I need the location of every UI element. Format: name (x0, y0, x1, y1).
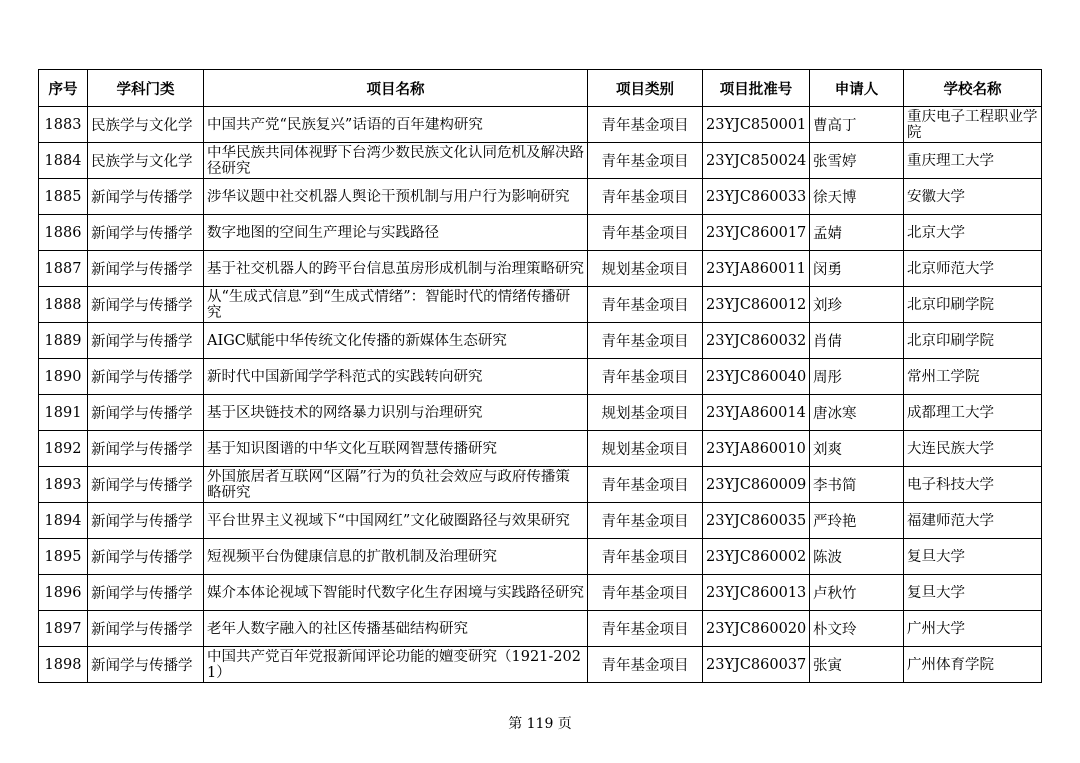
cell-discipline: 新闻学与传播学 (88, 359, 204, 395)
cell-title-text: 新时代中国新闻学学科范式的实践转向研究 (207, 368, 483, 385)
cell-applicant: 周彤 (810, 359, 904, 395)
table-row (39, 395, 1042, 431)
cell-no: 1886 (39, 215, 88, 251)
header-discipline: 学科门类 (88, 70, 204, 107)
cell-code: 23YJA860011 (703, 251, 810, 287)
cell-type: 青年基金项目 (588, 539, 703, 575)
cell-applicant: 朴文玲 (810, 611, 904, 647)
cell-discipline: 新闻学与传播学 (88, 467, 204, 503)
cell-type: 青年基金项目 (588, 107, 703, 143)
cell-code: 23YJC860017 (703, 215, 810, 251)
cell-title (204, 179, 588, 215)
cell-code: 23YJC860002 (703, 539, 810, 575)
cell-school (904, 179, 1042, 215)
page-number: 第 119 页 (508, 716, 572, 732)
cell-applicant: 张雪婷 (810, 143, 904, 179)
cell-code: 23YJC860009 (703, 467, 810, 503)
cell-applicant: 孟婧 (810, 215, 904, 251)
cell-school (904, 395, 1042, 431)
cell-type: 青年基金项目 (588, 503, 703, 539)
cell-no: 1898 (39, 647, 88, 683)
cell-school (904, 503, 1042, 539)
cell-no: 1889 (39, 323, 88, 359)
cell-type: 青年基金项目 (588, 215, 703, 251)
header-title: 项目名称 (204, 70, 588, 107)
cell-school (904, 287, 1042, 323)
table-row (39, 107, 1042, 143)
cell-type: 规划基金项目 (588, 431, 703, 467)
cell-no: 1885 (39, 179, 88, 215)
cell-discipline: 新闻学与传播学 (88, 323, 204, 359)
cell-discipline: 新闻学与传播学 (88, 431, 204, 467)
cell-discipline: 新闻学与传播学 (88, 215, 204, 251)
cell-title-text: 从“生成式信息”到“生成式情绪”：智能时代的情绪传播研究 (207, 288, 571, 321)
table-row (39, 611, 1042, 647)
cell-no: 1893 (39, 467, 88, 503)
cell-title-text: 老年人数字融入的社区传播基础结构研究 (207, 620, 468, 637)
cell-applicant: 闵勇 (810, 251, 904, 287)
table-row (39, 287, 1042, 323)
cell-no: 1887 (39, 251, 88, 287)
cell-code: 23YJC860035 (703, 503, 810, 539)
cell-type: 青年基金项目 (588, 323, 703, 359)
cell-type: 规划基金项目 (588, 395, 703, 431)
table-row (39, 539, 1042, 575)
cell-discipline: 新闻学与传播学 (88, 503, 204, 539)
cell-applicant: 唐冰寒 (810, 395, 904, 431)
header-code: 项目批准号 (703, 70, 810, 107)
table-row (39, 359, 1042, 395)
table-row (39, 143, 1042, 179)
cell-school-text: 广州大学 (907, 620, 965, 637)
cell-code: 23YJC850001 (703, 107, 810, 143)
cell-school-text: 重庆电子工程职业学院 (907, 108, 1038, 141)
cell-school-text: 大连民族大学 (907, 440, 994, 457)
cell-type: 青年基金项目 (588, 287, 703, 323)
table-row (39, 647, 1042, 683)
cell-applicant: 张寅 (810, 647, 904, 683)
table-row (39, 503, 1042, 539)
cell-no: 1895 (39, 539, 88, 575)
cell-title-text: 中国共产党百年党报新闻评论功能的嬗变研究（1921-2021） (207, 648, 581, 681)
cell-code: 23YJC850024 (703, 143, 810, 179)
cell-title-text: 平台世界主义视域下“中国网红”文化破圈路径与效果研究 (207, 512, 570, 529)
table-row (39, 179, 1042, 215)
cell-title (204, 575, 588, 611)
cell-no: 1883 (39, 107, 88, 143)
cell-code: 23YJA860010 (703, 431, 810, 467)
cell-type: 青年基金项目 (588, 647, 703, 683)
cell-no: 1892 (39, 431, 88, 467)
table-row (39, 323, 1042, 359)
cell-school (904, 467, 1042, 503)
cell-type: 规划基金项目 (588, 251, 703, 287)
cell-title-text: 中华民族共同体视野下台湾少数民族文化认同危机及解决路径研究 (207, 144, 584, 177)
cell-code: 23YJC860020 (703, 611, 810, 647)
cell-discipline: 新闻学与传播学 (88, 395, 204, 431)
cell-school-text: 北京大学 (907, 224, 965, 241)
cell-applicant: 卢秋竹 (810, 575, 904, 611)
cell-applicant: 徐天博 (810, 179, 904, 215)
cell-type: 青年基金项目 (588, 467, 703, 503)
cell-applicant: 陈波 (810, 539, 904, 575)
cell-school-text: 北京印刷学院 (907, 296, 994, 313)
cell-school (904, 251, 1042, 287)
cell-school (904, 215, 1042, 251)
cell-title (204, 143, 588, 179)
cell-title (204, 467, 588, 503)
cell-title-text: 媒介本体论视域下智能时代数字化生存困境与实践路径研究 (207, 584, 584, 601)
cell-no: 1896 (39, 575, 88, 611)
cell-school (904, 143, 1042, 179)
header-applicant: 申请人 (810, 70, 904, 107)
cell-discipline: 新闻学与传播学 (88, 611, 204, 647)
cell-school (904, 647, 1042, 683)
cell-school-text: 北京师范大学 (907, 260, 994, 277)
cell-code: 23YJC860032 (703, 323, 810, 359)
cell-type: 青年基金项目 (588, 575, 703, 611)
cell-discipline: 新闻学与传播学 (88, 287, 204, 323)
cell-code: 23YJC860037 (703, 647, 810, 683)
cell-school (904, 359, 1042, 395)
cell-title (204, 539, 588, 575)
cell-title (204, 107, 588, 143)
cell-title-text: AIGC赋能中华传统文化传播的新媒体生态研究 (207, 332, 507, 349)
cell-title-text: 基于知识图谱的中华文化互联网智慧传播研究 (207, 440, 497, 457)
cell-school (904, 107, 1042, 143)
cell-title (204, 215, 588, 251)
cell-code: 23YJA860014 (703, 395, 810, 431)
cell-title (204, 251, 588, 287)
cell-discipline: 新闻学与传播学 (88, 647, 204, 683)
cell-title (204, 359, 588, 395)
cell-discipline: 新闻学与传播学 (88, 539, 204, 575)
header-school: 学校名称 (904, 70, 1042, 107)
cell-applicant: 刘珍 (810, 287, 904, 323)
cell-school-text: 安徽大学 (907, 188, 965, 205)
cell-title-text: 基于社交机器人的跨平台信息茧房形成机制与治理策略研究 (207, 260, 584, 277)
cell-code: 23YJC860033 (703, 179, 810, 215)
cell-school-text: 复旦大学 (907, 548, 965, 565)
cell-title-text: 基于区块链技术的网络暴力识别与治理研究 (207, 404, 483, 421)
cell-applicant: 肖倩 (810, 323, 904, 359)
cell-school (904, 323, 1042, 359)
cell-type: 青年基金项目 (588, 611, 703, 647)
cell-title-text: 中国共产党“民族复兴”话语的百年建构研究 (207, 116, 483, 133)
cell-code: 23YJC860040 (703, 359, 810, 395)
cell-title (204, 323, 588, 359)
cell-no: 1890 (39, 359, 88, 395)
header-type: 项目类别 (588, 70, 703, 107)
cell-school-text: 重庆理工大学 (907, 152, 994, 169)
table-row (39, 215, 1042, 251)
cell-title (204, 287, 588, 323)
cell-school (904, 575, 1042, 611)
cell-school-text: 福建师范大学 (907, 512, 994, 529)
cell-title (204, 431, 588, 467)
cell-title-text: 外国旅居者互联网“区隔”行为的负社会效应与政府传播策略研究 (207, 468, 570, 501)
cell-no: 1884 (39, 143, 88, 179)
table-body (39, 107, 1042, 683)
cell-type: 青年基金项目 (588, 179, 703, 215)
cell-discipline: 新闻学与传播学 (88, 251, 204, 287)
cell-title-text: 数字地图的空间生产理论与实践路径 (207, 224, 439, 241)
cell-title (204, 611, 588, 647)
cell-school-text: 广州体育学院 (907, 656, 994, 673)
cell-type: 青年基金项目 (588, 143, 703, 179)
table-row (39, 431, 1042, 467)
cell-no: 1891 (39, 395, 88, 431)
cell-no: 1888 (39, 287, 88, 323)
cell-school-text: 复旦大学 (907, 584, 965, 601)
cell-code: 23YJC860012 (703, 287, 810, 323)
cell-school-text: 常州工学院 (907, 368, 980, 385)
cell-no: 1897 (39, 611, 88, 647)
cell-school-text: 电子科技大学 (907, 476, 994, 493)
cell-title (204, 395, 588, 431)
header-no: 序号 (39, 70, 88, 107)
cell-title (204, 503, 588, 539)
cell-title (204, 647, 588, 683)
cell-applicant: 曹高丁 (810, 107, 904, 143)
cell-applicant: 严玲艳 (810, 503, 904, 539)
cell-discipline: 新闻学与传播学 (88, 179, 204, 215)
cell-school (904, 539, 1042, 575)
cell-discipline: 民族学与文化学 (88, 143, 204, 179)
cell-school-text: 成都理工大学 (907, 404, 994, 421)
cell-school (904, 611, 1042, 647)
cell-title-text: 短视频平台伪健康信息的扩散机制及治理研究 (207, 548, 497, 565)
table-row (39, 575, 1042, 611)
cell-no: 1894 (39, 503, 88, 539)
grant-table (38, 69, 1042, 683)
cell-discipline: 民族学与文化学 (88, 107, 204, 143)
table-row (39, 467, 1042, 503)
cell-discipline: 新闻学与传播学 (88, 575, 204, 611)
cell-school-text: 北京印刷学院 (907, 332, 994, 349)
table-row (39, 251, 1042, 287)
cell-type: 青年基金项目 (588, 359, 703, 395)
cell-code: 23YJC860013 (703, 575, 810, 611)
cell-applicant: 刘爽 (810, 431, 904, 467)
cell-title-text: 涉华议题中社交机器人舆论干预机制与用户行为影响研究 (207, 188, 570, 205)
table-header-row (39, 70, 1042, 107)
cell-school (904, 431, 1042, 467)
cell-applicant: 李书简 (810, 467, 904, 503)
